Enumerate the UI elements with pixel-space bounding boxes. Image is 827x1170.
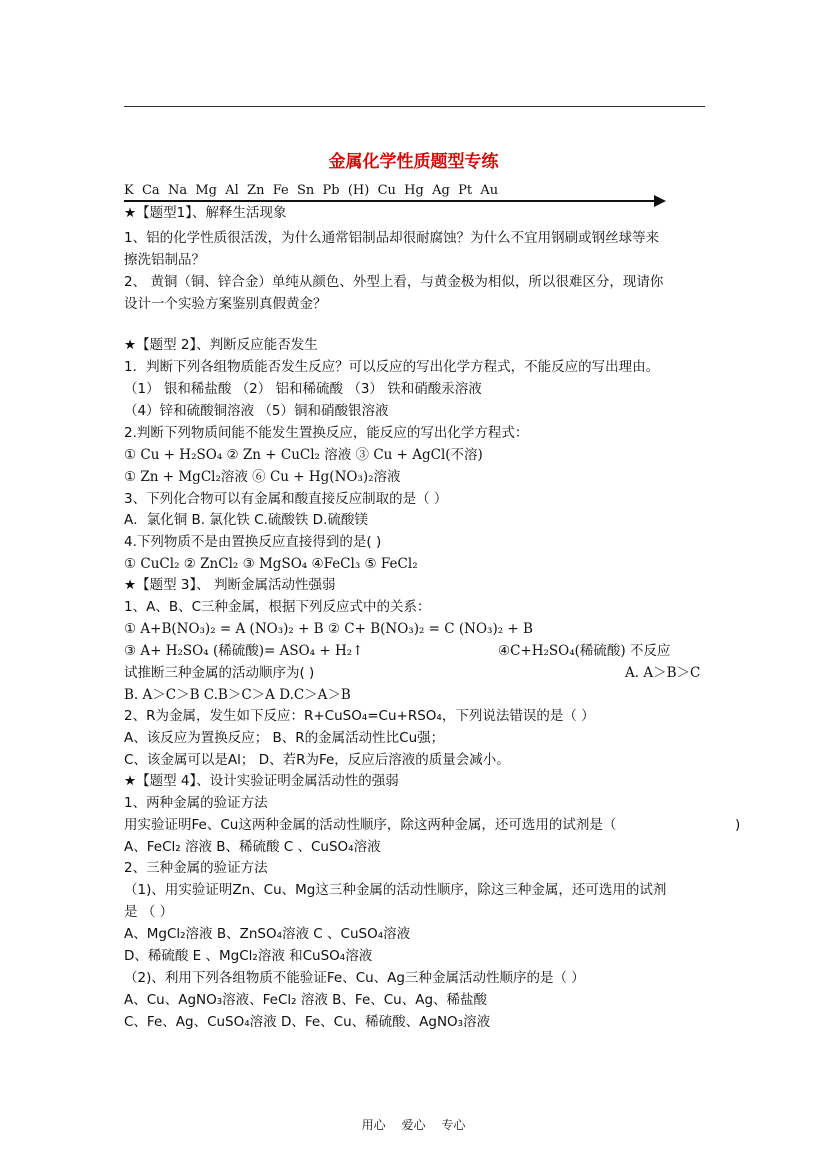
question-line: ① Cu + H₂SO₄ ② Zn + CuCl₂ 溶液 ③ Cu + AgCl(不溶): [124, 447, 483, 463]
activity-series: K Ca Na Mg Al Zn Fe Sn Pb (H) Cu Hg Ag Pt Au: [124, 183, 499, 198]
question-line: ① A+B(NO₃)₂ = A (NO₃)₂ + B ② C+ B(NO₃)₂ = C (NO₃)₂ + B: [124, 621, 533, 637]
question-line: ① Zn + MgCl₂溶液 ⑥ Cu + Hg(NO₃)₂溶液: [124, 469, 401, 485]
footer-text: 专心: [441, 1118, 466, 1132]
question-line: B. A＞C＞B C.B＞C＞A D.C＞A＞B: [124, 687, 351, 703]
section-heading-4: ★【题型 4】、设计实验证明金属活动性的强弱: [124, 773, 399, 789]
question-line-right: ): [735, 817, 741, 833]
question-line: （1） 银和稀盐酸 （2） 铝和稀硫酸 （3） 铁和硝酸汞溶液: [124, 381, 482, 397]
question-line: D、稀硫酸 E 、MgCl₂溶液 和CuSO₄溶液: [124, 948, 373, 964]
page-title: 金属化学性质题型专练: [328, 152, 499, 172]
question-line: 试推断三种金属的活动顺序为( ): [124, 665, 315, 681]
arrow-head-icon: [654, 195, 666, 207]
question-line: （2)、利用下列各组物质不能验证Fe、Cu、Ag三种金属活动性顺序的是（ ）: [124, 970, 585, 986]
question-line: ③ A+ H₂SO₄ (稀硫酸)= ASO₄ + H₂↑: [124, 643, 364, 659]
question-line: C、Fe、Ag、CuSO₄溶液 D、Fe、Cu、稀硫酸、AgNO₃溶液: [124, 1014, 491, 1030]
question-line: 1、A、B、C三种金属，根据下列反应式中的关系：: [124, 599, 431, 615]
header-rule: [124, 106, 705, 107]
question-line: 1、铝的化学性质很活泼，为什么通常铝制品却很耐腐蚀？为什么不宜用钢刷或钢丝球等来: [124, 230, 660, 246]
activity-series-arrow: [124, 200, 656, 202]
question-line: A、FeCl₂ 溶液 B、稀硫酸 C 、CuSO₄溶液: [124, 839, 381, 855]
section-heading-3: ★【题型 3】、 判断金属活动性强弱: [124, 577, 336, 593]
page-footer: [0, 1116, 827, 1133]
question-line: （1)、用实验证明Zn、Cu、Mg这三种金属的活动性顺序，除这三种金属，还可选用的试剂: [124, 882, 667, 898]
question-line: 是 （ ）: [124, 904, 174, 920]
question-line: A．氯化铜 B. 氯化铁 C.硫酸铁 D.硫酸镁: [124, 512, 368, 528]
question-line: A、MgCl₂溶液 B、ZnSO₄溶液 C 、CuSO₄溶液: [124, 926, 411, 942]
option-a: A. A＞B＞C: [625, 665, 701, 681]
question-line: A、Cu、AgNO₃溶液、FeCl₂ 溶液 B、Fe、Cu、Ag、稀盐酸: [124, 992, 488, 1008]
question-line: ① CuCl₂ ② ZnCl₂ ③ MgSO₄ ④FeCl₃ ⑤ FeCl₂: [124, 556, 418, 572]
question-line: （4）锌和硫酸铜溶液 （5）铜和硝酸银溶液: [124, 403, 389, 419]
question-line: 2、 黄铜（铜、锌合金）单纯从颜色、外型上看，与黄金极为相似，所以很难区分，现请你: [124, 274, 664, 290]
question-line: 1、两种金属的验证方法: [124, 795, 268, 811]
question-line: 2.判断下列物质间能不能发生置换反应，能反应的写出化学方程式：: [124, 425, 529, 441]
question-line: 擦洗铝制品？: [124, 252, 205, 268]
section-heading-1: ★【题型1】、解释生活现象: [124, 205, 287, 221]
question-line: 1．判断下列各组物质能否发生反应？可以反应的写出化学方程式，不能反应的写出理由。: [124, 359, 660, 375]
question-line: 2、R为金属，发生如下反应：R+CuSO₄=Cu+RSO₄，下列说法错误的是（ ）: [124, 708, 595, 724]
question-line: 2、三种金属的验证方法: [124, 860, 268, 876]
question-line-right: ④C+H₂SO₄(稀硫酸) 不反应: [498, 643, 671, 659]
question-line: 3、下列化合物可以有金属和酸直接反应制取的是（ ）: [124, 491, 448, 507]
question-line: A、该反应为置换反应； B、R的金属活动性比Cu强；: [124, 730, 445, 746]
footer-text: 用心: [361, 1118, 386, 1132]
question-line: 设计一个实验方案鉴别真假黄金？: [124, 296, 327, 312]
question-line: 用实验证明Fe、Cu这两种金属的活动性顺序，除这两种金属，还可选用的试剂是（: [124, 817, 617, 833]
question-line: C、该金属可以是Al； D、若R为Fe，反应后溶液的质量会减小。: [124, 752, 510, 768]
footer-text: 爱心: [401, 1118, 426, 1132]
section-heading-2: ★【题型 2】、判断反应能否发生: [124, 337, 318, 353]
question-line: 4.下列物质不是由置换反应直接得到的是( ): [124, 534, 382, 550]
